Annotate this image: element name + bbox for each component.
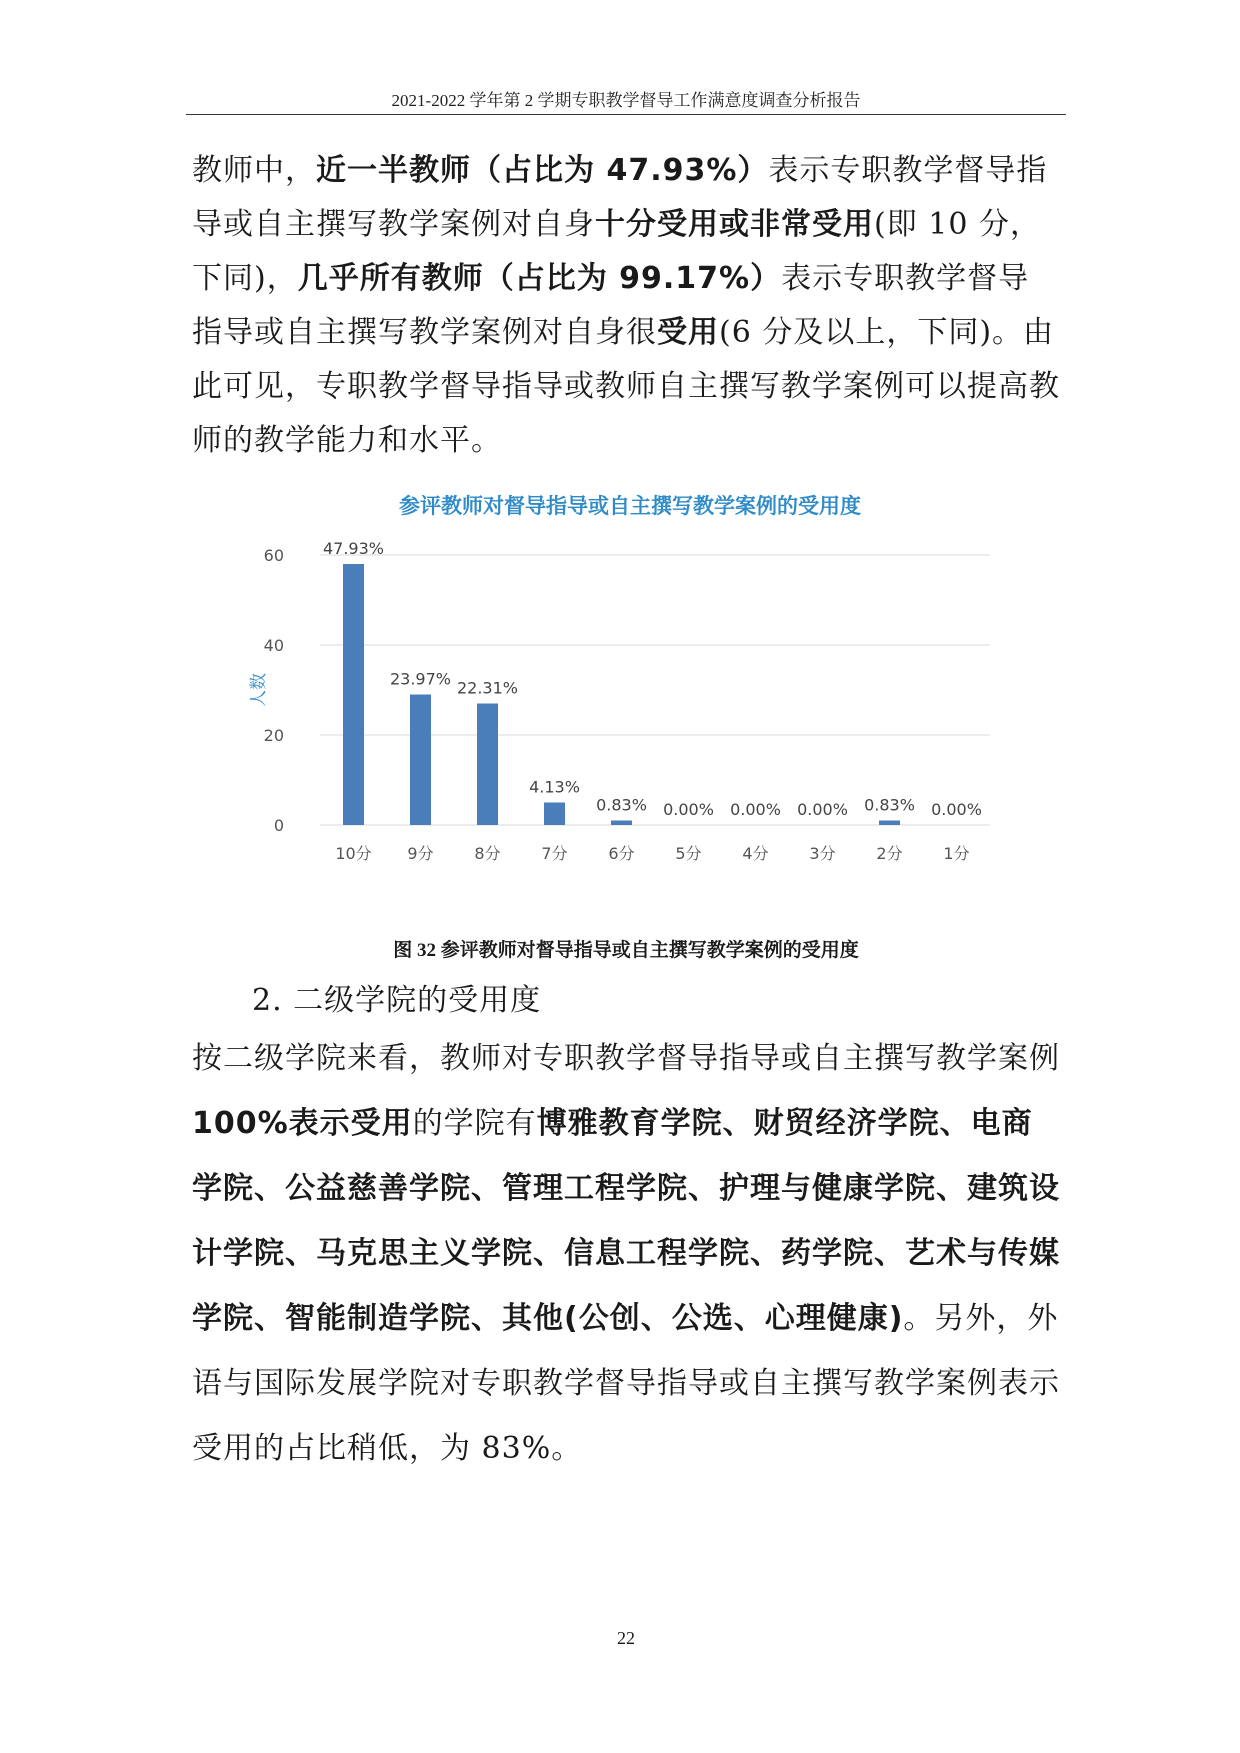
data-label: 0.00%	[663, 800, 714, 819]
bold-run: 近一半教师（占比为 47.93%）	[316, 153, 769, 188]
header-rule	[186, 114, 1066, 115]
chart-title: 参评教师对督导指导或自主撰写教学案例的受用度	[399, 494, 861, 518]
x-tick-label: 5分	[675, 844, 702, 863]
y-tick-label: 60	[263, 546, 284, 565]
x-tick-label: 10分	[335, 844, 372, 863]
data-label: 0.83%	[864, 795, 915, 815]
text-run: (即 10 分，下同)，	[192, 207, 1041, 296]
data-label: 4.13%	[529, 777, 580, 797]
y-axis-label: 人数	[249, 673, 269, 707]
bar	[477, 704, 498, 826]
x-tick-label: 7分	[541, 844, 568, 863]
text-run: 。另外，外语与国际发展学院对专职教学督导指导或自主撰写教学案例表示受用的占比稍低，为 83%。	[192, 1301, 1060, 1466]
running-header: 2021-2022 学年第 2 学期专职教学督导工作满意度调查分析报告	[391, 91, 861, 110]
x-tick-label: 1分	[943, 844, 970, 863]
data-label: 23.97%	[389, 669, 452, 689]
data-label: 47.93%	[322, 539, 385, 558]
bold-run: 受用	[657, 315, 719, 350]
data-label: 0.83%	[596, 795, 647, 815]
text-run: (6 分及以上，下同)。由此可见，专职教学督导指导或教师自主撰写教学案例可以提高教师的教学能力和水平。	[192, 315, 1060, 458]
bar	[343, 564, 364, 825]
bar	[410, 695, 431, 826]
x-tick-label: 2分	[876, 844, 903, 863]
chart-plot	[240, 520, 1020, 920]
text-run: 的学院有	[412, 1106, 537, 1141]
text-run: 表示专职教学督导指导或自主撰写教学案例对自身很	[192, 261, 1030, 350]
x-tick-label: 8分	[474, 844, 501, 863]
paragraph-findings	[192, 144, 1060, 468]
bold-run: 几乎所有教师（占比为 99.17%）	[297, 261, 782, 296]
data-label: 0.00%	[931, 800, 982, 819]
bold-run: 十分受用或非常受用	[595, 207, 874, 242]
x-tick-label: 9分	[407, 844, 434, 863]
paragraph-colleges	[192, 1026, 1060, 1481]
text-run: 表示专职教学督导指导或自主撰写教学案例对自身	[192, 153, 1048, 242]
bar-chart	[240, 490, 1020, 920]
bar	[879, 821, 900, 826]
text-run: 教师中，	[192, 153, 316, 188]
section-heading: 2. 二级学院的受用度	[252, 983, 542, 1018]
x-tick-label: 6分	[608, 844, 635, 863]
bold-run: 博雅教育学院、财贸经济学院、电商学院、公益慈善学院、管理工程学院、护理与健康学院、建筑设计学院、马克思主义学院、信息工程学院、药学院、艺术与传媒学院、智能制造学院、其他(公创、公选、心理健康)	[192, 1106, 1060, 1336]
data-label: 0.00%	[730, 800, 781, 819]
bar	[611, 821, 632, 826]
x-tick-label: 4分	[742, 844, 769, 863]
figure-caption: 图 32 参评教师对督导指导或自主撰写教学案例的受用度	[393, 940, 859, 961]
data-label: 22.31%	[456, 678, 519, 698]
y-tick-label: 0	[273, 816, 284, 835]
y-tick-label: 40	[263, 636, 284, 655]
text-run: 按二级学院来看，教师对专职教学督导指导或自主撰写教学案例	[192, 1041, 1060, 1076]
x-tick-label: 3分	[809, 844, 836, 863]
bar	[544, 803, 565, 826]
page-number: 22	[617, 1628, 635, 1648]
bold-run: 100%表示受用	[192, 1106, 413, 1141]
y-tick-label: 20	[263, 726, 284, 745]
data-label: 0.00%	[797, 800, 848, 819]
